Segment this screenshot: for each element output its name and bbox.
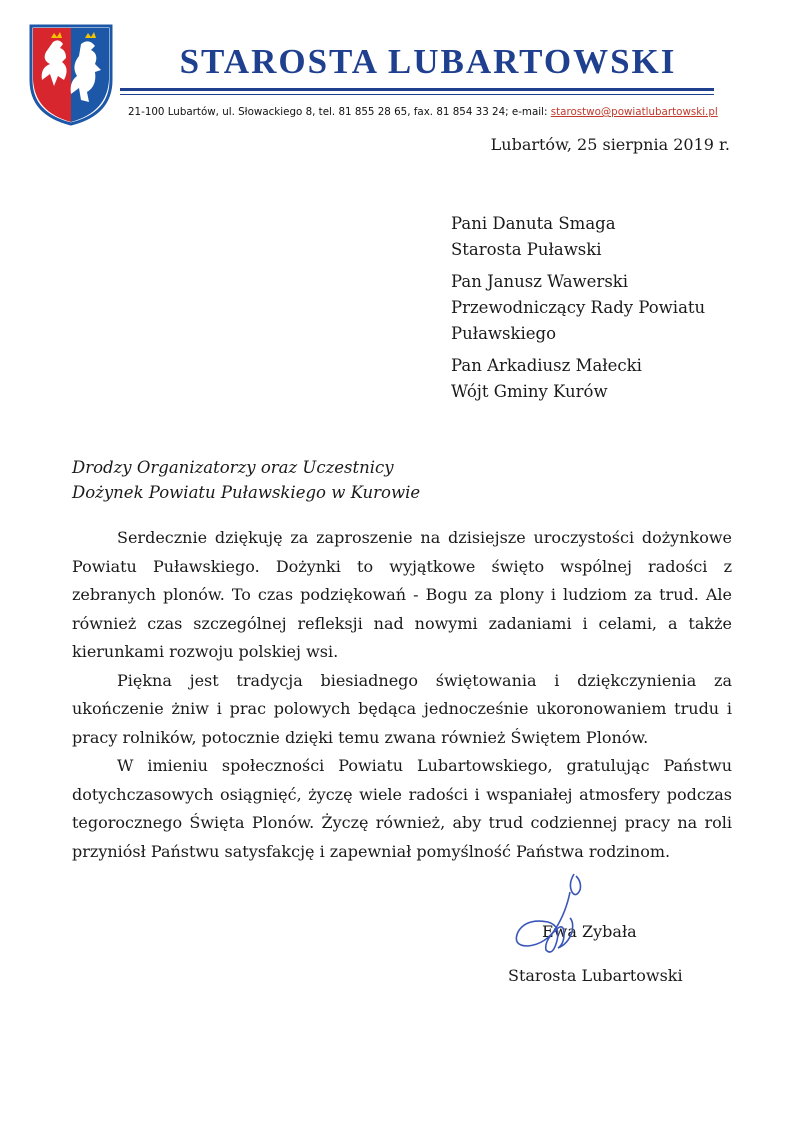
letterhead-rule-thin	[120, 94, 714, 95]
letter-body	[72, 524, 732, 866]
recipient-title: Przewodniczący Rady Powiatu	[451, 298, 706, 317]
letterhead-rule	[120, 88, 714, 91]
salutation	[72, 455, 420, 505]
body-paragraph: W imieniu społeczności Powiatu Lubartowskiego, gratulując Państwu dotychczasowych osiągnięć, życzę wiele radości i wspaniałej atmosfery podczas tegorocznego Święta Plonów. Życzę również, aby trud codziennej pracy na roli przyniósł Państwu satysfakcję i zapewniał pomyślność Państwa rodzinom.	[72, 756, 732, 861]
body-paragraph: Serdecznie dziękuję za zaproszenie na dzisiejsze uroczystości dożynkowe Powiatu Puławskiego. Dożynki to wyjątkowe święto wspólnej radości z zebranych plonów. To czas podziękowań - Bogu za plony i ludziom za trud. Ale również czas szczególnej refleksji nad nowymi zadaniami i celami, a także kierunkami rozwoju polskiej wsi.	[72, 528, 732, 661]
signatory-title: Starosta Lubartowski	[508, 966, 683, 985]
salutation-line-2: Dożynek Powiatu Puławskiego w Kurowie	[72, 483, 421, 502]
recipient-name: Pani Danuta Smaga	[451, 214, 616, 233]
body-paragraph: Piękna jest tradycja biesiadnego świętowania i dziękczynienia za ukończenie żniw i prac polowych będąca jednocześnie ukoronowaniem trudu i pracy rolników, potocznie dzięki temu zwana również Świętem Plonów.	[72, 670, 732, 747]
letter-date: Lubartów, 25 sierpnia 2019 r.	[490, 135, 730, 154]
recipient-3	[451, 353, 705, 405]
recipient-title: Starosta Puławski	[451, 240, 602, 259]
recipient-name: Pan Janusz Wawerski	[451, 272, 629, 291]
signatory-name: Ewa Zybała	[542, 922, 637, 941]
recipient-2	[451, 269, 705, 347]
email-link[interactable]: starostwo@powiatlubartowski.pl	[550, 106, 718, 118]
recipient-title-cont: Puławskiego	[451, 324, 557, 343]
recipients-block	[451, 211, 705, 411]
recipient-1	[451, 211, 705, 263]
recipient-name: Pan Arkadiusz Małecki	[451, 356, 642, 375]
letterhead-address	[128, 106, 718, 118]
signature-block	[508, 910, 683, 998]
address-text: 21-100 Lubartów, ul. Słowackiego 8, tel. 81 855 28 65, fax. 81 854 33 24; e-mail:	[128, 106, 551, 118]
coat-of-arms-icon	[27, 22, 115, 126]
salutation-line-1: Drodzy Organizatorzy oraz Uczestnicy	[72, 458, 394, 477]
letterhead-title: STAROSTA LUBARTOWSKI	[179, 42, 677, 81]
recipient-title: Wójt Gminy Kurów	[451, 382, 608, 401]
